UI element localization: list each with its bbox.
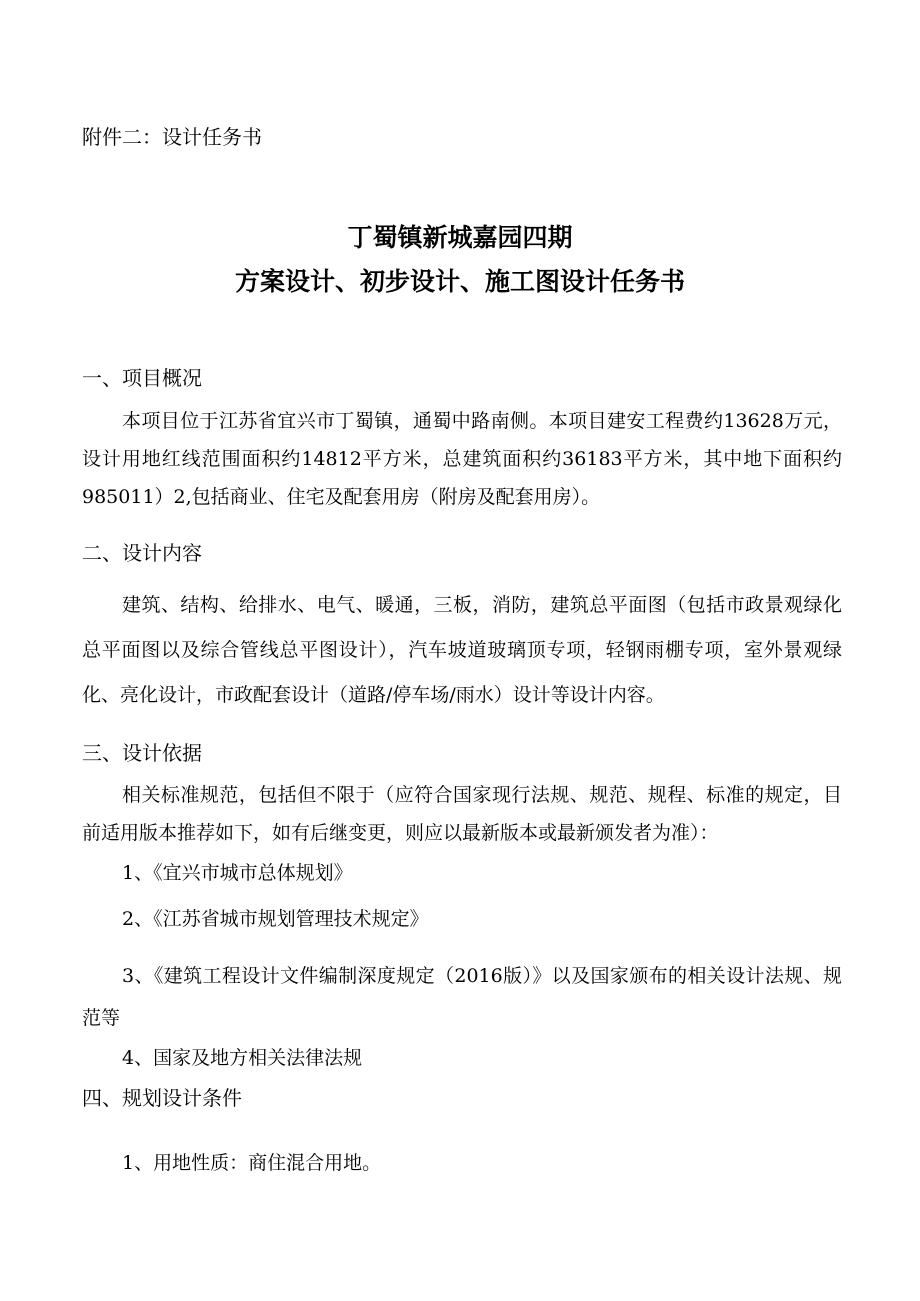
- section-heading-planning-conditions: 四、规划设计条件: [82, 1086, 242, 1110]
- list-item: 4、国家及地方相关法律法规: [122, 1047, 363, 1069]
- section-paragraph-design-basis: 相关标准规范，包括但不限于（应符合国家现行法规、规范、规程、标准的规定，目前适用版本推荐如下，如有后继变更，则应以最新版本或最新颁发者为准）：: [82, 784, 842, 844]
- section-heading-design-content: 二、设计内容: [82, 541, 202, 565]
- list-item: 2、《江苏省城市规划管理技术规定》: [122, 908, 429, 930]
- document-title-line-1: 丁蜀镇新城嘉园四期: [347, 223, 573, 252]
- section-heading-project-overview: 一、项目概况: [82, 366, 202, 390]
- list-item: 3、《建筑工程设计文件编制深度规定（2016版）》以及国家颁布的相关设计法规、规范等: [82, 965, 842, 1029]
- document-title-line-2: 方案设计、初步设计、施工图设计任务书: [234, 267, 685, 296]
- section-paragraph-design-content: 建筑、结构、给排水、电气、暖通，三板，消防，建筑总平面图（包括市政景观绿化总平面图以及综合管线总平图设计），汽车坡道玻璃顶专项，轻钢雨棚专项，室外景观绿化、亮化设计，市政配套设计（道路/停车场/雨水）设计等设计内容。: [82, 594, 842, 706]
- list-item: 1、用地性质：商住混合用地。: [122, 1152, 382, 1174]
- list-item: 1、《宜兴市城市总体规划》: [122, 862, 353, 884]
- section-paragraph-project-overview: 本项目位于江苏省宜兴市丁蜀镇，通蜀中路南侧。本项目建安工程费约13628万元，设计用地红线范围面积约14812平方米，总建筑面积约36183平方米，其中地下面积约985011）2,包括商业、住宅及配套用房（附房及配套用房）。: [82, 410, 842, 508]
- attachment-label: 附件二：设计任务书: [82, 125, 262, 149]
- section-heading-design-basis: 三、设计依据: [82, 741, 202, 765]
